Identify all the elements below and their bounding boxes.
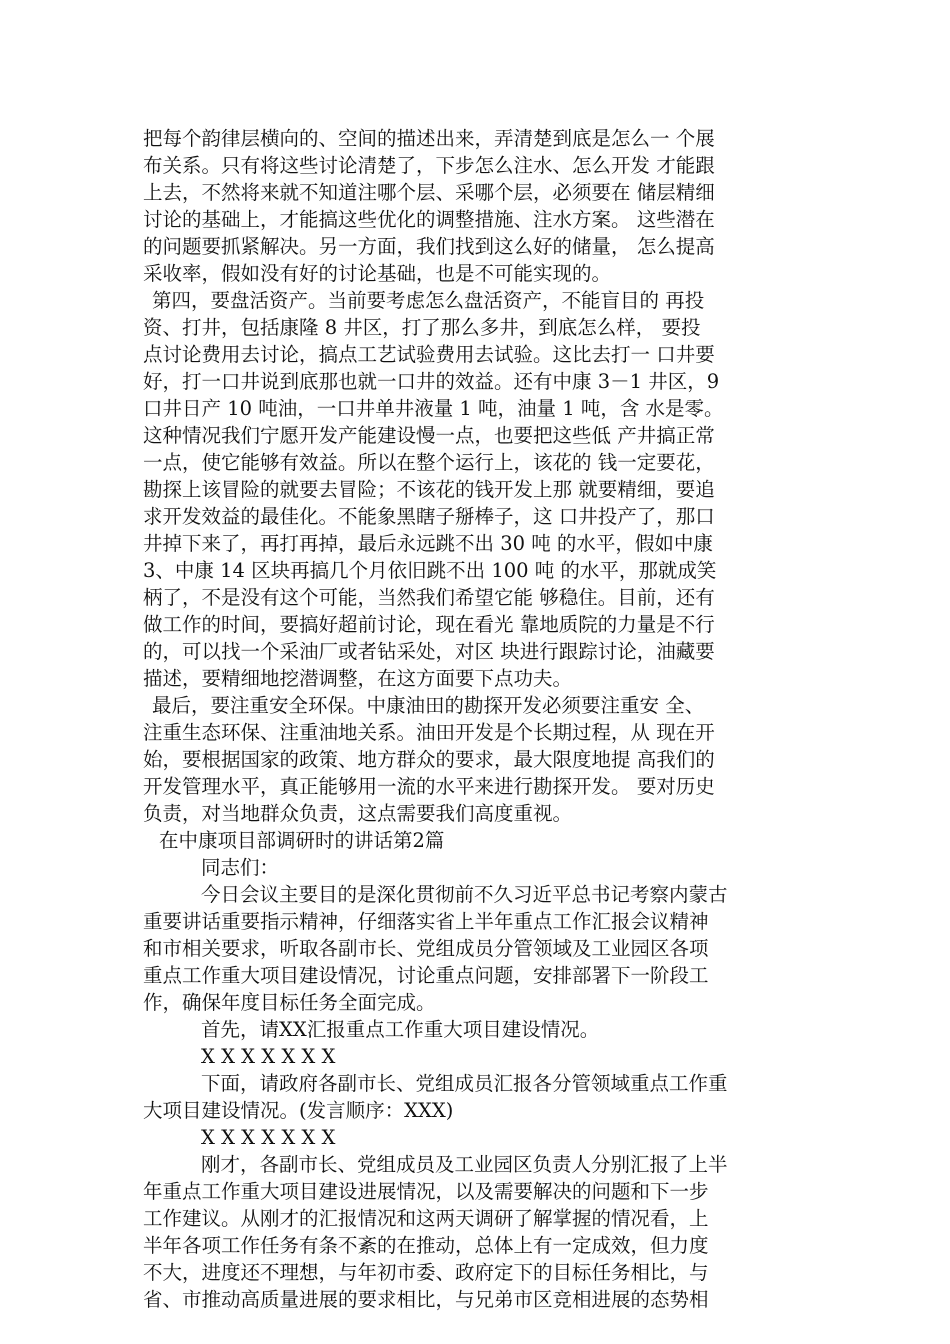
text-line: 资、打井，包括康隆 8 井区，打了那么多井，到底怎么样， 要投 [143, 316, 701, 339]
text-line: X X X X X X X [201, 1045, 336, 1068]
text-line: 3、中康 14 区块再搞几个月依旧跳不出 100 吨 的水平，那就成笑 [143, 559, 717, 582]
text-line: 今日会议主要目的是深化贯彻前不久习近平总书记考察内蒙古 [201, 883, 728, 906]
text-line: 大项目建设情况。(发言顺序：XXX) [143, 1099, 454, 1122]
text-line: 点讨论费用去讨论，搞点工艺试验费用去试验。这比去打一 口井要 [143, 343, 715, 366]
text-line: 井掉下来了，再打再掉，最后永远跳不出 30 吨 的水平，假如中康 [143, 532, 713, 555]
text-line: 采收率，假如没有好的讨论基础，也是不可能实现的。 [143, 262, 612, 285]
text-line: 开发管理水平，真正能够用一流的水平来进行勘探开发。 要对历史 [143, 775, 715, 798]
text-line: X X X X X X X [201, 1126, 336, 1149]
text-line: 和市相关要求，听取各副市长、党组成员分管领域及工业园区各项 [143, 937, 709, 960]
text-line: 的，可以找一个采油厂或者钻采处，对区 块进行跟踪讨论，油藏要 [143, 640, 715, 663]
text-line: 一点，使它能够有效益。所以在整个运行上，该花的 钱一定要花， [143, 451, 715, 474]
text-line: 半年各项工作任务有条不紊的在推动，总体上有一定成效，但力度 [143, 1234, 709, 1257]
text-line: 在中康项目部调研时的讲话第2篇 [159, 829, 445, 852]
text-line: 口井日产 10 吨油，一口井单井液量 1 吨，油量 1 吨，含 水是零。 [143, 397, 724, 420]
text-line: 省、市推动高质量进展的要求相比，与兄弟市区竞相进展的态势相 [143, 1288, 709, 1311]
text-line: 工作建议。从刚才的汇报情况和这两天调研了解掌握的情况看，上 [143, 1207, 709, 1230]
text-line: 勘探上该冒险的就要去冒险；不该花的钱开发上那 就要精细，要追 [143, 478, 715, 501]
text-line: 重点工作重大项目建设情况，讨论重点问题，安排部署下一阶段工 [143, 964, 709, 987]
text-line: 做工作的时间，要搞好超前讨论，现在看光 靠地质院的力量是不行 [143, 613, 715, 636]
text-line: 始，要根据国家的政策、地方群众的要求，最大限度地提 高我们的 [143, 748, 715, 771]
document-body [143, 125, 813, 1313]
text-line: 注重生态环保、注重油地关系。油田开发是个长期过程，从 现在开 [143, 721, 715, 744]
text-line: 柄了，不是没有这个可能，当然我们希望它能 够稳住。目前，还有 [143, 586, 715, 609]
text-line: 同志们： [201, 856, 280, 879]
text-line: 作，确保年度目标任务全面完成。 [143, 991, 436, 1014]
text-line: 布关系。只有将这些讨论清楚了，下步怎么注水、怎么开发 才能跟 [143, 154, 715, 177]
text-line: 求开发效益的最佳化。不能象黑瞎子掰棒子，这 口井投产了，那口 [143, 505, 715, 528]
text-line: 讨论的基础上，才能搞这些优化的调整措施、注水方案。 这些潜在 [143, 208, 715, 231]
text-line: 负责，对当地群众负责，这点需要我们高度重视。 [143, 802, 573, 825]
text-line: 首先，请XX汇报重点工作重大项目建设情况。 [201, 1018, 600, 1041]
text-line: 这种情况我们宁愿开发产能建设慢一点，也要把这些低 产井搞正常 [143, 424, 715, 447]
text-line: 下面，请政府各副市长、党组成员汇报各分管领域重点工作重 [201, 1072, 728, 1095]
text-line: 重要讲话重要指示精神，仔细落实省上半年重点工作汇报会议精神 [143, 910, 709, 933]
text-line: 刚才，各副市长、党组成员及工业园区负责人分别汇报了上半 [201, 1153, 728, 1176]
text-line: 第四，要盘活资产。当前要考虑怎么盘活资产，不能盲目的 再投 [152, 289, 705, 312]
text-line: 把每个韵律层横向的、空间的描述出来，弄清楚到底是怎么一 个展 [143, 127, 715, 150]
text-line: 描述，要精细地挖潜调整，在这方面要下点功夫。 [143, 667, 573, 690]
text-line: 不大，进度还不理想，与年初市委、政府定下的目标任务相比，与 [143, 1261, 709, 1284]
text-line: 的问题要抓紧解决。另一方面，我们找到这么好的储量， 怎么提高 [143, 235, 715, 258]
text-line: 好，打一口井说到底那也就一口井的效益。还有中康 3－1 井区，9 [143, 370, 720, 393]
text-line: 上去，不然将来就不知道注哪个层、采哪个层，必须要在 储层精细 [143, 181, 715, 204]
text-line: 年重点工作重大项目建设进展情况，以及需要解决的问题和下一步 [143, 1180, 709, 1203]
text-line: 最后，要注重安全环保。中康油田的勘探开发必须要注重安 全、 [152, 694, 705, 717]
